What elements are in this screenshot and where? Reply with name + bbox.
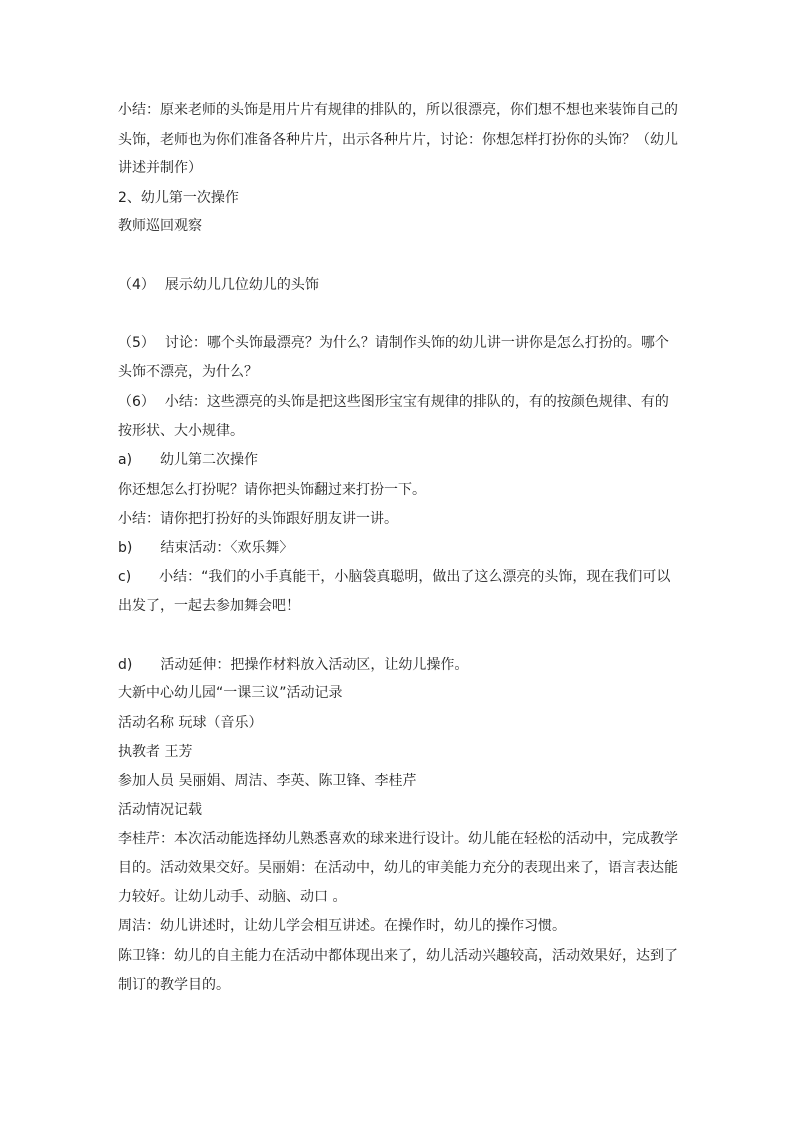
chen-comment-line2: 制订的教学目的。 xyxy=(118,977,230,993)
item4-text: 展示幼儿几位幼儿的头饰 xyxy=(164,277,319,293)
participants-line: 参加人员 吴丽娟、周洁、李英、陈卫锋、李桂芹 xyxy=(118,773,417,789)
teacher-observe: 教师巡回观察 xyxy=(118,218,202,234)
item-a-label: a) xyxy=(118,452,133,468)
item6-text-1: 小结：这些漂亮的头饰是把这些图形宝宝有规律的排队的，有的按颜色规律、有的 xyxy=(164,394,669,410)
summary1-line2: 头饰，老师也为你们准备各种片片，出示各种片片，讨论：你想怎样打扮你的头饰？（幼儿 xyxy=(118,132,678,148)
item-a xyxy=(118,450,258,470)
item5-line2: 头饰不漂亮，为什么？ xyxy=(118,364,258,380)
li-comment-line2: 目的。活动效果交好。吴丽娟：在活动中，幼儿的审美能力充分的表现出来了，语言表达能 xyxy=(118,860,678,876)
item-d-text: 活动延伸：把操作材料放入活动区，让幼儿操作。 xyxy=(160,657,469,673)
summary1-line1: 小结：原来老师的头饰是用片片有规律的排队的，所以很漂亮，你们想不想也来装饰自己的 xyxy=(118,102,678,118)
item5-line1 xyxy=(118,333,669,353)
item5-number: （5） xyxy=(118,335,155,351)
item4 xyxy=(118,275,319,295)
item-d-label: d) xyxy=(118,657,133,673)
item4-number: （4） xyxy=(118,277,155,293)
activity-name: 活动名称 玩球（音乐） xyxy=(118,715,263,731)
item-b-text: 结束活动：〈欢乐舞〉 xyxy=(160,540,294,556)
teacher-line: 执教者 王芳 xyxy=(118,744,193,760)
li-comment-line3: 力较好。让幼儿动手、动脑、动口 。 xyxy=(118,889,347,905)
item6-line2: 按形状、大小规律。 xyxy=(118,423,244,439)
item-d xyxy=(118,655,468,675)
li-comment-line1: 李桂芹：本次活动能选择幼儿熟悉喜欢的球来进行设计。幼儿能在轻松的活动中，完成教学 xyxy=(118,831,678,847)
zhou-comment: 周洁：幼儿讲述时，让幼儿学会相互讲述。在操作时，幼儿的操作习惯。 xyxy=(118,918,566,934)
item-c-text-1: 小结：“我们的小手真能干，小脑袋真聪明，做出了这么漂亮的头饰，现在我们可以 xyxy=(159,569,671,585)
item-c-line2: 出发了，一起去参加舞会吧！ xyxy=(118,598,300,614)
summary1-line3: 讲述并制作） xyxy=(118,160,202,176)
item6-line1 xyxy=(118,392,669,412)
summary-friend-line: 小结：请你把打扮好的头饰跟好朋友讲一讲。 xyxy=(118,511,398,527)
item-c-label: c) xyxy=(118,569,132,585)
item-b xyxy=(118,538,293,558)
item6-number: （6） xyxy=(118,394,155,410)
item-c-line1 xyxy=(118,567,670,587)
step2-heading: 2、幼儿第一次操作 xyxy=(118,190,239,206)
item5-text-1: 讨论：哪个头饰最漂亮？为什么？请制作头饰的幼儿讲一讲你是怎么打扮的。哪个 xyxy=(164,335,669,351)
item-a-text: 幼儿第二次操作 xyxy=(160,452,259,468)
ask-line: 你还想怎么打扮呢？请你把头饰翻过来打扮一下。 xyxy=(118,482,426,498)
record-heading: 活动情况记载 xyxy=(118,802,202,818)
item-b-label: b) xyxy=(118,540,133,556)
chen-comment-line1: 陈卫锋：幼儿的自主能力在活动中都体现出来了，幼儿活动兴趣较高，活动效果好，达到了 xyxy=(118,948,678,964)
record-title: 大新中心幼儿园“一课三议”活动记录 xyxy=(118,685,343,701)
